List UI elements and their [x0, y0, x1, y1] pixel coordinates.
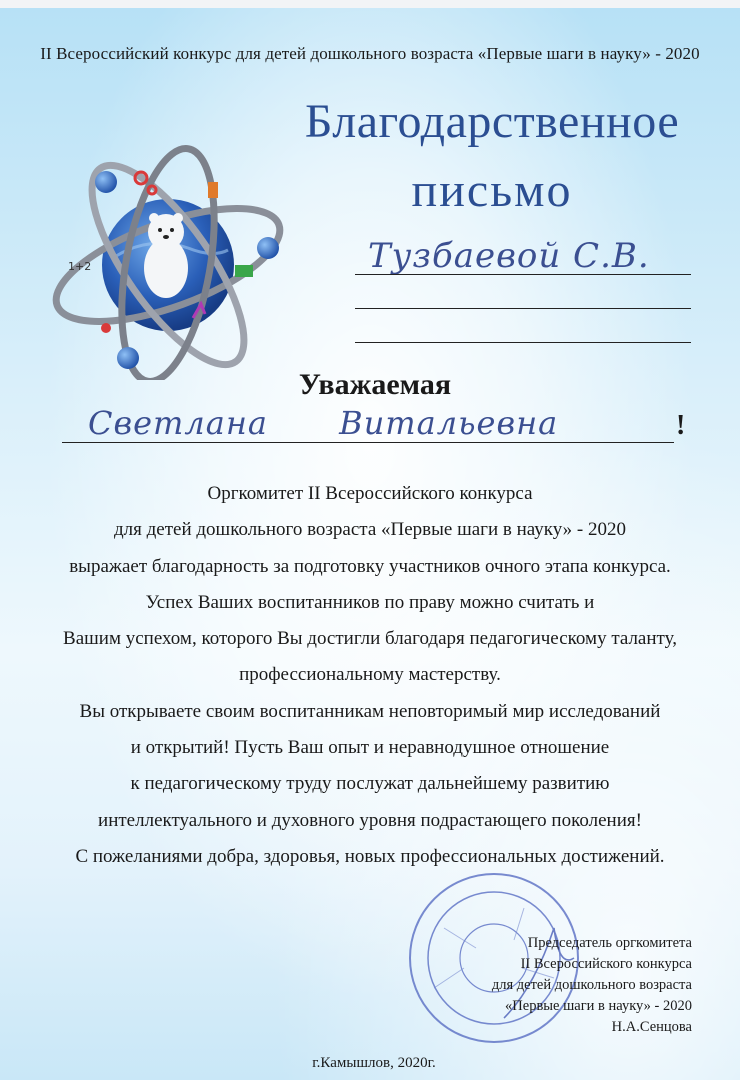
certificate-page	[0, 8, 740, 1080]
contest-header: II Всероссийский конкурс для детей дошкольного возраста «Первые шаги в науку» - 2020	[40, 44, 700, 63]
signature-line: II Всероссийского конкурса	[520, 956, 692, 972]
greeting: Уважаемая	[298, 368, 452, 401]
recipient-line-2	[355, 308, 691, 309]
signature-block	[492, 933, 692, 1038]
body-line: выражает благодарность за подготовку участников очного этапа конкурса.	[69, 555, 671, 577]
body-line: Оргкомитет II Всероссийского конкурса	[207, 483, 533, 504]
letter-body	[30, 476, 710, 875]
recipient-line-1	[355, 274, 691, 275]
body-line: Вы открываете своим воспитанникам неповторимый мир исследований	[79, 700, 661, 722]
body-line: Вашим успехом, которого Вы достигли благодаря педагогическому таланту,	[63, 628, 677, 650]
body-line: и открытий! Пусть Ваш опыт и неравнодушное отношение	[130, 737, 610, 759]
signature-line: «Первые шаги в науку» - 2020	[505, 998, 692, 1014]
recipient-line-3	[355, 342, 691, 343]
body-line: С пожеланиями добра, здоровья, новых профессиональных достижений.	[75, 845, 665, 867]
body-line: для детей дошкольного возраста «Первые шаги в науку» - 2020	[114, 519, 626, 541]
signature-line: для детей дошкольного возраста	[491, 977, 692, 993]
exclamation-mark: !	[676, 410, 686, 441]
city-date: г.Камышлов, 2020г.	[312, 1055, 436, 1071]
contest-logo-atom-icon	[38, 140, 298, 380]
signature-line: Председатель оргкомитета	[527, 935, 692, 951]
body-line: к педагогическому труду послужат дальнейшему развитию	[130, 773, 610, 795]
body-line: профессиональному мастерству.	[239, 664, 501, 686]
svg-text:1+2: 1+2	[68, 260, 92, 273]
body-line: Успех Ваших воспитанников по праву можно считать и	[145, 591, 595, 613]
name-handwritten: Светлана Витальевна	[88, 404, 559, 442]
body-line: интеллектуального и духовного уровня подрастающего поколения!	[98, 809, 642, 831]
signature-name: Н.А.Сенцова	[611, 1019, 692, 1035]
name-line	[62, 442, 674, 443]
title-line-2: письмо	[411, 164, 573, 217]
title-line-1: Благодарственное	[304, 95, 680, 148]
recipient-handwritten: Тузбаевой С.В.	[368, 236, 650, 276]
